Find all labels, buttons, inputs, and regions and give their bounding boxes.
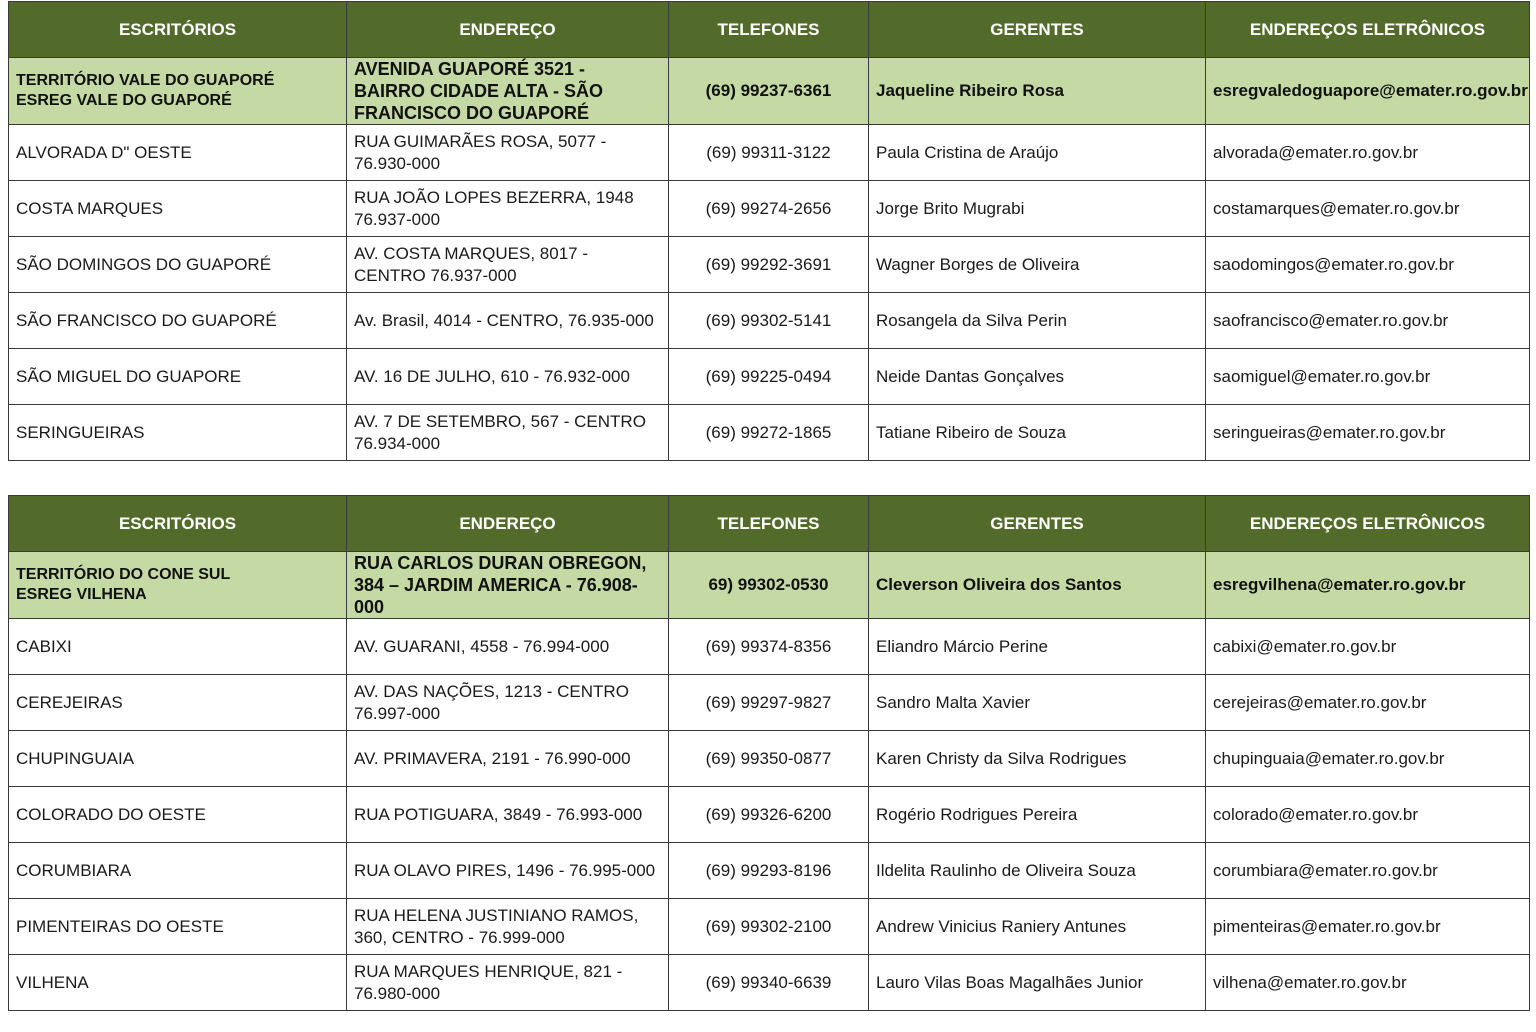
regional-office-email[interactable]: esregvaledoguapore@emater.ro.gov.br: [1206, 58, 1530, 125]
office-name: CORUMBIARA: [9, 843, 347, 899]
office-phone: (69) 99340-6639: [669, 955, 869, 1011]
office-address: Av. Brasil, 4014 - CENTRO, 76.935-000: [347, 293, 669, 349]
territory-name: TERRITÓRIO DO CONE SUL: [16, 566, 231, 583]
office-name: SÃO FRANCISCO DO GUAPORÉ: [9, 293, 347, 349]
office-address: RUA OLAVO PIRES, 1496 - 76.995-000: [347, 843, 669, 899]
office-email[interactable]: saomiguel@emater.ro.gov.br: [1206, 349, 1530, 405]
table-row: [9, 405, 1530, 461]
table-row: [9, 843, 1530, 899]
office-address: RUA HELENA JUSTINIANO RAMOS, 360, CENTRO - 76.999-000: [347, 899, 669, 955]
header-phones: TELEFONES: [669, 2, 869, 58]
office-phone: (69) 99311-3122: [669, 125, 869, 181]
header-row: [9, 2, 1530, 58]
regional-office-manager: Cleverson Oliveira dos Santos: [869, 552, 1206, 619]
header-address: ENDEREÇO: [347, 2, 669, 58]
header-managers: GERENTES: [869, 2, 1206, 58]
office-name: COSTA MARQUES: [9, 181, 347, 237]
regional-office-manager: Jaqueline Ribeiro Rosa: [869, 58, 1206, 125]
office-phone: (69) 99272-1865: [669, 405, 869, 461]
office-address: AV. COSTA MARQUES, 8017 - CENTRO 76.937-000: [347, 237, 669, 293]
regional-office-phone: 69) 99302-0530: [669, 552, 869, 619]
office-name: CHUPINGUAIA: [9, 731, 347, 787]
esreg-name: ESREG VALE DO GUAPORÉ: [16, 92, 232, 109]
office-name: CEREJEIRAS: [9, 675, 347, 731]
table-row: [9, 675, 1530, 731]
office-address: AV. PRIMAVERA, 2191 - 76.990-000: [347, 731, 669, 787]
office-email[interactable]: pimenteiras@emater.ro.gov.br: [1206, 899, 1530, 955]
office-address: RUA JOÃO LOPES BEZERRA, 1948 76.937-000: [347, 181, 669, 237]
header-managers: GERENTES: [869, 496, 1206, 552]
office-phone: (69) 99292-3691: [669, 237, 869, 293]
regional-office-row: [9, 552, 1530, 619]
office-manager: Jorge Brito Mugrabi: [869, 181, 1206, 237]
regional-office-name: [9, 552, 347, 619]
office-name: PIMENTEIRAS DO OESTE: [9, 899, 347, 955]
regional-office-row: [9, 58, 1530, 125]
office-email[interactable]: seringueiras@emater.ro.gov.br: [1206, 405, 1530, 461]
office-manager: Eliandro Márcio Perine: [869, 619, 1206, 675]
office-phone: (69) 99350-0877: [669, 731, 869, 787]
table-row: [9, 293, 1530, 349]
office-phone: (69) 99297-9827: [669, 675, 869, 731]
regional-office-name: [9, 58, 347, 125]
office-email[interactable]: chupinguaia@emater.ro.gov.br: [1206, 731, 1530, 787]
office-name: SÃO DOMINGOS DO GUAPORÉ: [9, 237, 347, 293]
office-phone: (69) 99326-6200: [669, 787, 869, 843]
office-phone: (69) 99293-8196: [669, 843, 869, 899]
table-row: [9, 787, 1530, 843]
office-manager: Andrew Vinicius Raniery Antunes: [869, 899, 1206, 955]
table-row: [9, 181, 1530, 237]
office-email[interactable]: corumbiara@emater.ro.gov.br: [1206, 843, 1530, 899]
office-manager: Neide Dantas Gonçalves: [869, 349, 1206, 405]
office-address: AV. 7 DE SETEMBRO, 567 - CENTRO 76.934-000: [347, 405, 669, 461]
table-row: [9, 349, 1530, 405]
office-phone: (69) 99274-2656: [669, 181, 869, 237]
office-directory-table-2: [8, 495, 1530, 1011]
office-phone: (69) 99302-2100: [669, 899, 869, 955]
office-email[interactable]: cabixi@emater.ro.gov.br: [1206, 619, 1530, 675]
office-email[interactable]: costamarques@emater.ro.gov.br: [1206, 181, 1530, 237]
office-address: AV. DAS NAÇÕES, 1213 - CENTRO 76.997-000: [347, 675, 669, 731]
header-phones: TELEFONES: [669, 496, 869, 552]
office-manager: Rogério Rodrigues Pereira: [869, 787, 1206, 843]
table-row: [9, 237, 1530, 293]
regional-office-address: AVENIDA GUAPORÉ 3521 - BAIRRO CIDADE ALTA - SÃO FRANCISCO DO GUAPORÉ: [347, 58, 669, 125]
esreg-name: ESREG VILHENA: [16, 586, 147, 603]
office-address: RUA POTIGUARA, 3849 - 76.993-000: [347, 787, 669, 843]
office-phone: (69) 99302-5141: [669, 293, 869, 349]
office-name: VILHENA: [9, 955, 347, 1011]
territory-name: TERRITÓRIO VALE DO GUAPORÉ: [16, 72, 275, 89]
header-row: [9, 496, 1530, 552]
office-email[interactable]: cerejeiras@emater.ro.gov.br: [1206, 675, 1530, 731]
header-emails: ENDEREÇOS ELETRÔNICOS: [1206, 496, 1530, 552]
office-manager: Tatiane Ribeiro de Souza: [869, 405, 1206, 461]
header-emails: ENDEREÇOS ELETRÔNICOS: [1206, 2, 1530, 58]
office-address: RUA MARQUES HENRIQUE, 821 - 76.980-000: [347, 955, 669, 1011]
office-email[interactable]: colorado@emater.ro.gov.br: [1206, 787, 1530, 843]
office-name: COLORADO DO OESTE: [9, 787, 347, 843]
office-manager: Rosangela da Silva Perin: [869, 293, 1206, 349]
table-row: [9, 955, 1530, 1011]
regional-office-address: RUA CARLOS DURAN OBREGON, 384 – JARDIM AMERICA - 76.908-000: [347, 552, 669, 619]
header-offices: ESCRITÓRIOS: [9, 496, 347, 552]
office-manager: Wagner Borges de Oliveira: [869, 237, 1206, 293]
office-address: AV. 16 DE JULHO, 610 - 76.932-000: [347, 349, 669, 405]
office-manager: Sandro Malta Xavier: [869, 675, 1206, 731]
header-offices: ESCRITÓRIOS: [9, 2, 347, 58]
office-manager: Ildelita Raulinho de Oliveira Souza: [869, 843, 1206, 899]
office-phone: (69) 99374-8356: [669, 619, 869, 675]
table-row: [9, 619, 1530, 675]
office-manager: Paula Cristina de Araújo: [869, 125, 1206, 181]
office-name: ALVORADA D" OESTE: [9, 125, 347, 181]
header-address: ENDEREÇO: [347, 496, 669, 552]
office-email[interactable]: saofrancisco@emater.ro.gov.br: [1206, 293, 1530, 349]
office-email[interactable]: saodomingos@emater.ro.gov.br: [1206, 237, 1530, 293]
table-row: [9, 899, 1530, 955]
office-name: SÃO MIGUEL DO GUAPORE: [9, 349, 347, 405]
office-address: RUA GUIMARÃES ROSA, 5077 - 76.930-000: [347, 125, 669, 181]
regional-office-phone: (69) 99237-6361: [669, 58, 869, 125]
office-address: AV. GUARANI, 4558 - 76.994-000: [347, 619, 669, 675]
office-name: CABIXI: [9, 619, 347, 675]
table-row: [9, 731, 1530, 787]
office-directory-table-1: [8, 1, 1530, 461]
office-name: SERINGUEIRAS: [9, 405, 347, 461]
office-phone: (69) 99225-0494: [669, 349, 869, 405]
office-manager: Lauro Vilas Boas Magalhães Junior: [869, 955, 1206, 1011]
office-manager: Karen Christy da Silva Rodrigues: [869, 731, 1206, 787]
table-row: [9, 125, 1530, 181]
regional-office-email[interactable]: esregvilhena@emater.ro.gov.br: [1206, 552, 1530, 619]
office-email[interactable]: alvorada@emater.ro.gov.br: [1206, 125, 1530, 181]
office-email[interactable]: vilhena@emater.ro.gov.br: [1206, 955, 1530, 1011]
